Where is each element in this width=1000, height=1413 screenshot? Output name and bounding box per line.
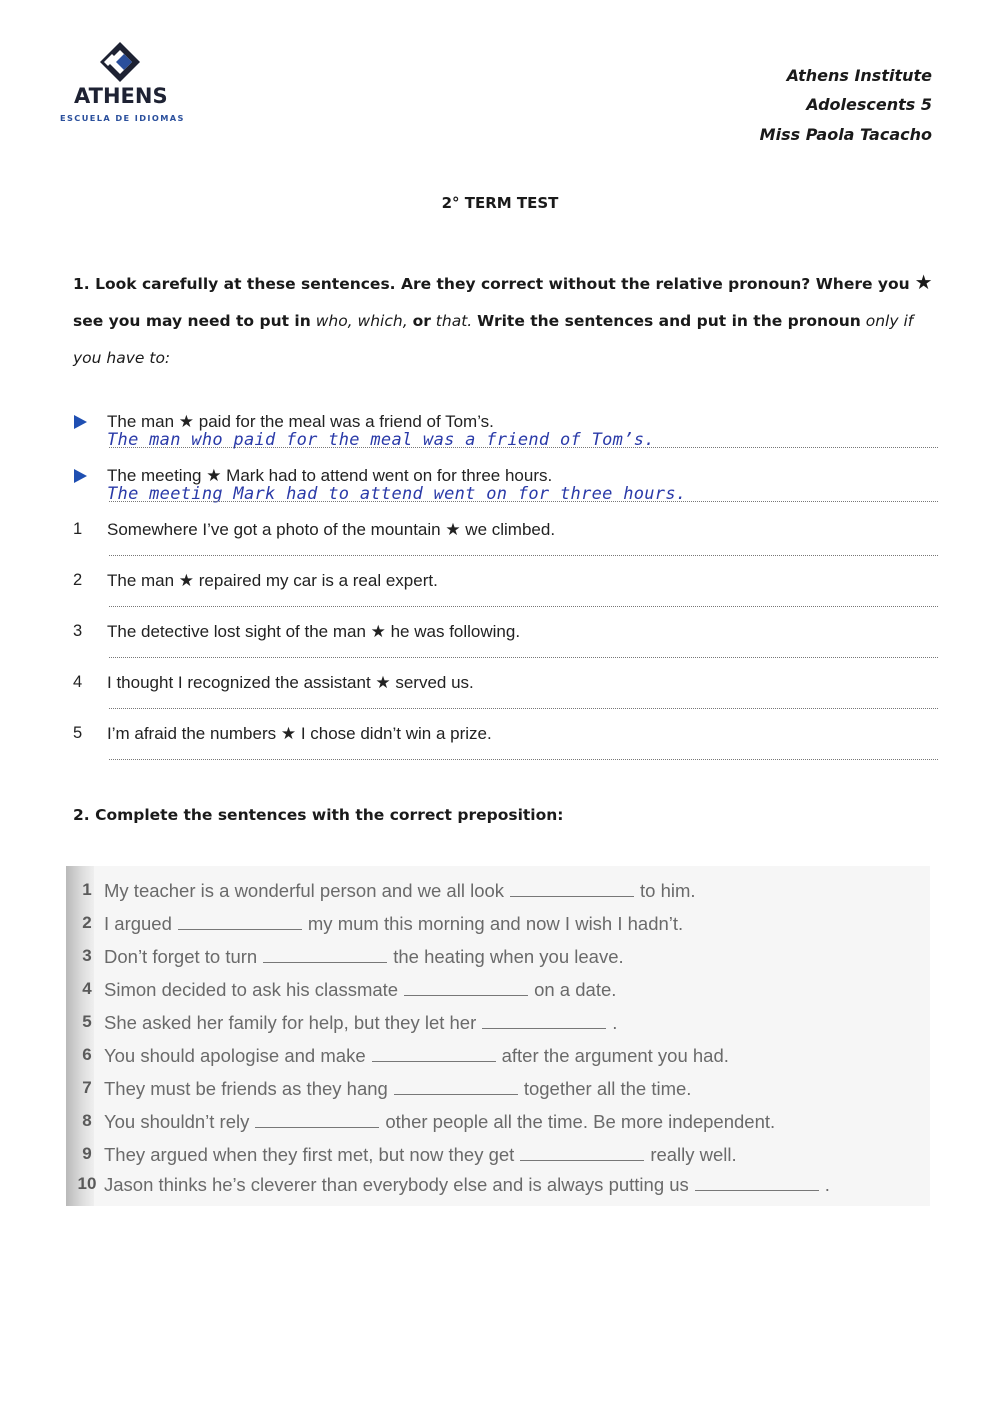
item-number: 3	[73, 622, 83, 640]
teacher-name: Miss Paola Tacacho	[759, 125, 932, 144]
item-text-after: together all the time.	[523, 1078, 692, 1099]
answer-blank[interactable]	[510, 896, 634, 897]
answer-line[interactable]	[109, 555, 938, 556]
item-text-before: Simon decided to ask his classmate	[104, 979, 399, 1000]
instruction-part3: Write the sentences and put in the pronoun	[477, 312, 861, 330]
item-number: 5	[82, 1012, 92, 1031]
triangle-bullet-icon	[74, 415, 87, 429]
example-sentence: The meeting ★ Mark had to attend went on for three hours.	[107, 466, 553, 485]
answer-line[interactable]	[109, 657, 938, 658]
handwritten-answer: The meeting Mark had to attend went on for three hours.	[107, 484, 687, 504]
item-sentence: The detective lost sight of the man ★ he was following.	[107, 622, 521, 641]
item-text-before: Jason thinks he’s cleverer than everybody else and is always putting us	[104, 1174, 689, 1195]
item-number: 1	[82, 880, 92, 899]
answer-blank[interactable]	[482, 1028, 606, 1029]
triangle-bullet-icon	[74, 469, 87, 483]
item-number: 8	[82, 1111, 92, 1130]
item-text-after: after the argument you had.	[501, 1045, 729, 1066]
answer-line[interactable]	[109, 708, 938, 709]
item-text-after: on a date.	[534, 979, 617, 1000]
item-text-before: They argued when they first met, but now they get	[104, 1144, 515, 1165]
athens-logo	[58, 40, 188, 130]
or-word: or	[412, 312, 431, 330]
only-if-italic: only if you have to:	[73, 312, 914, 367]
item-number: 9	[82, 1144, 92, 1163]
item-text-before: You should apologise and make	[104, 1045, 366, 1066]
item-number: 4	[82, 979, 92, 998]
item-text-after: .	[612, 1012, 618, 1033]
item-number: 2	[73, 571, 83, 589]
item-sentence: I’m afraid the numbers ★ I chose didn’t win a prize.	[107, 724, 492, 743]
answer-blank[interactable]	[695, 1190, 819, 1191]
handwritten-answer: The man who paid for the meal was a friend of Tom’s.	[107, 430, 655, 450]
instruction-part2: see you may need to put in	[73, 312, 311, 330]
example-row	[73, 412, 938, 466]
answer-line[interactable]	[109, 447, 938, 448]
institute-name: Athens Institute	[786, 66, 932, 85]
page-title: 2° TERM TEST	[441, 194, 559, 212]
item-text-after: to him.	[640, 880, 696, 901]
example-sentence: The man ★ paid for the meal was a friend of Tom’s.	[107, 412, 494, 431]
pronouns-italic: who, which,	[315, 312, 408, 330]
exercise-row	[73, 520, 938, 574]
item-text-before: Don’t forget to turn	[104, 946, 258, 967]
item-number: 7	[82, 1078, 92, 1097]
answer-blank[interactable]	[394, 1094, 518, 1095]
item-number: 6	[82, 1045, 92, 1064]
item-text-after: .	[824, 1174, 830, 1195]
star-icon: ★	[914, 270, 933, 294]
course-name: Adolescents 5	[806, 95, 932, 114]
that-italic: that.	[435, 312, 473, 330]
section1-instructions	[73, 264, 943, 377]
logo-tagline: ESCUELA DE IDIOMAS	[60, 113, 185, 123]
exercise-row	[73, 673, 938, 727]
section2-instructions: 2. Complete the sentences with the correct preposition:	[73, 806, 564, 824]
answer-line[interactable]	[109, 501, 938, 502]
item-number: 1	[73, 520, 83, 538]
instruction-part1: 1. Look carefully at these sentences. Are they correct without the relative pronoun? Where you	[73, 275, 910, 293]
answer-line[interactable]	[109, 759, 938, 760]
answer-blank[interactable]	[404, 995, 528, 996]
exercise-row	[73, 724, 938, 778]
item-text-before: She asked her family for help, but they let her	[104, 1012, 477, 1033]
item-text-before: I argued	[104, 913, 172, 934]
item-number: 4	[73, 673, 83, 691]
item-text-before: My teacher is a wonderful person and we all look	[104, 880, 505, 901]
item-text-after: the heating when you leave.	[393, 946, 624, 967]
item-text-before: They must be friends as they hang	[104, 1078, 388, 1099]
preposition-exercise-scan	[66, 866, 930, 1206]
exercise-row	[73, 571, 938, 625]
item-sentence: The man ★ repaired my car is a real expert.	[107, 571, 438, 590]
answer-line[interactable]	[109, 606, 938, 607]
answer-blank[interactable]	[263, 962, 387, 963]
answer-blank[interactable]	[178, 929, 302, 930]
item-text-before: You shouldn’t rely	[104, 1111, 250, 1132]
item-text-after: other people all the time. Be more independent.	[385, 1111, 776, 1132]
answer-blank[interactable]	[372, 1061, 496, 1062]
logo-wordmark: ATHENS	[74, 84, 168, 108]
item-text-after: really well.	[650, 1144, 737, 1165]
item-number: 10	[77, 1174, 97, 1193]
answer-blank[interactable]	[520, 1160, 644, 1161]
item-number: 5	[73, 724, 83, 742]
answer-blank[interactable]	[255, 1127, 379, 1128]
exercise-row	[73, 622, 938, 676]
item-number: 2	[82, 913, 92, 932]
item-number: 3	[82, 946, 92, 965]
example-row	[73, 466, 938, 520]
item-text-after: my mum this morning and now I wish I hadn’t.	[307, 913, 684, 934]
item-sentence: I thought I recognized the assistant ★ served us.	[107, 673, 474, 692]
item-sentence: Somewhere I’ve got a photo of the mountain ★ we climbed.	[107, 520, 556, 539]
